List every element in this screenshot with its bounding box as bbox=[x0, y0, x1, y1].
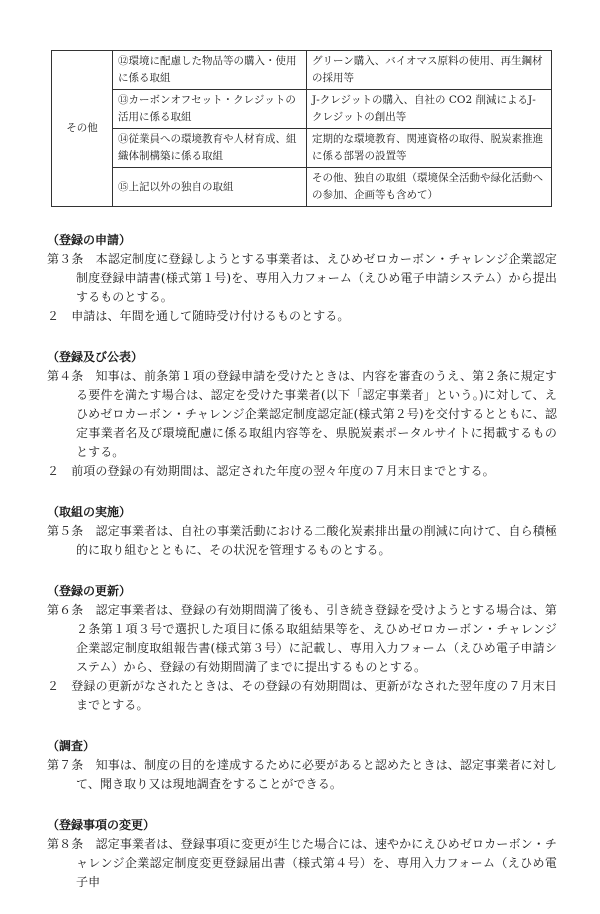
article-text: 第７条 知事は、制度の目的を達成するために必要があると認めたときは、認定事業者に対して、聞き取り又は現地調査をすることができる。 bbox=[47, 758, 557, 791]
table-row bbox=[52, 90, 552, 129]
section-registration bbox=[47, 348, 557, 481]
table-row bbox=[52, 51, 552, 90]
section-heading: （登録の申請） bbox=[47, 233, 132, 247]
table-row bbox=[52, 168, 552, 207]
item-cell: ⑫環境に配慮した物品等の購入・使用に係る取組 bbox=[113, 51, 307, 90]
measures-table bbox=[51, 50, 552, 207]
item-cell: ⑮上記以外の独自の取組 bbox=[113, 168, 307, 207]
section-heading: （登録の更新） bbox=[47, 584, 132, 598]
article-text: 第５条 認定事業者は、自社の事業活動における二酸化炭素排出量の削減に向けて、自ら積極的に取り組むとともに、その状況を管理するものとする。 bbox=[47, 524, 557, 557]
section-heading: （登録及び公表） bbox=[47, 350, 144, 364]
section-heading: （調査） bbox=[47, 739, 96, 753]
example-cell: その他、独自の取組（環境保全活動や緑化活動への参加、企画等も含めて） bbox=[307, 168, 552, 207]
category-cell: その他 bbox=[52, 51, 113, 207]
section-change bbox=[47, 816, 557, 892]
paragraph-text: ２ 前項の登録の有効期間は、認定された年度の翌々年度の７月末日までとする。 bbox=[47, 464, 495, 478]
article-text: 第８条 認定事業者は、登録事項に変更が生じた場合には、速やかにえひめゼロカーボン・チャレンジ企業認定制度変更登録届出書（様式第４号）を、専用入力フォーム（えひめ電子申 bbox=[47, 837, 557, 889]
article-text: 第３条 本認定制度に登録しようとする事業者は、えひめゼロカーボン・チャレンジ企業認定制度登録申請書(様式第１号)を、専用入力フォーム（えひめ電子申請システム）から提出するものとする。 bbox=[47, 252, 557, 304]
section-implementation bbox=[47, 503, 557, 560]
paragraph-text: ２ 申請は、年間を通して随時受け付けるものとする。 bbox=[47, 309, 350, 323]
table-row bbox=[52, 129, 552, 168]
articles bbox=[47, 231, 557, 914]
example-cell: J-クレジットの購入、自社の CO2 削減によるJ-クレジットの創出等 bbox=[307, 90, 552, 129]
item-cell: ⑭従業員への環境教育や人材育成、組織体制構築に係る取組 bbox=[113, 129, 307, 168]
section-heading: （登録事項の変更） bbox=[47, 818, 156, 832]
paragraph-text: ２ 登録の更新がなされたときは、その登録の有効期間は、更新がなされた翌年度の７月末日までとする。 bbox=[47, 679, 557, 712]
section-investigation bbox=[47, 737, 557, 794]
item-cell: ⑬カーボンオフセット・クレジットの活用に係る取組 bbox=[113, 90, 307, 129]
article-text: 第６条 認定事業者は、登録の有効期間満了後も、引き続き登録を受けようとする場合は、第２条第１項３号で選択した項目に係る取組結果等を、えひめゼロカーボン・チャレンジ企業認定制度取組報告書(様式第３号）に記載し、専用入力フォーム（えひめ電子申請システム）から、登録の有効期間満了までに提出するものとする。 bbox=[47, 603, 557, 674]
section-heading: （取組の実施） bbox=[47, 505, 132, 519]
section-renewal bbox=[47, 582, 557, 715]
article-text: 第４条 知事は、前条第１項の登録申請を受けたときは、内容を審査のうえ、第２条に規定する要件を満たす場合は、認定を受けた事業者(以下「認定事業者」という。)に対して、えひめゼロカーボン・チャレンジ企業認定制度認定証(様式第２号)を交付するとともに、認定事業者名及び環境配慮に係る取組内容等を、県脱炭素ポータルサイトに掲載するものとする。 bbox=[47, 369, 557, 459]
example-cell: 定期的な環境教育、関連資格の取得、脱炭素推進に係る部署の設置等 bbox=[307, 129, 552, 168]
example-cell: グリーン購入、バイオマス原料の使用、再生鋼材の採用等 bbox=[307, 51, 552, 90]
section-application bbox=[47, 231, 557, 326]
